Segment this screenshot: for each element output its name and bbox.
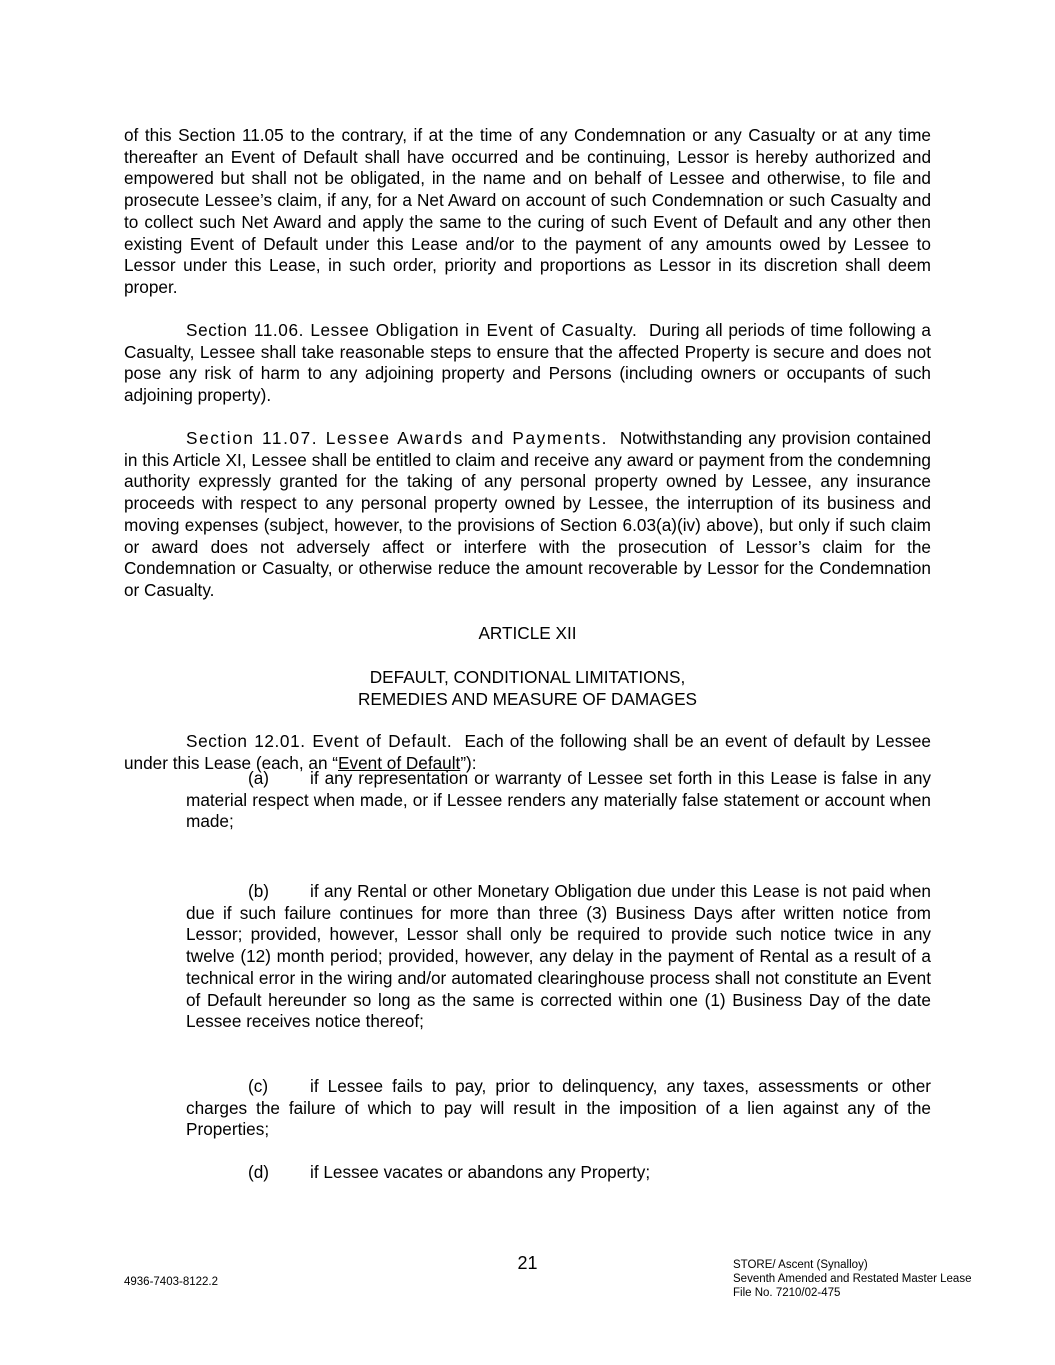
section-12-01-text: Each of the following shall be an event of default by Lessee under this Lease (each, an “ xyxy=(124,731,931,773)
section-11-07-text: Notwithstanding any provision contained in this Article XI, Lessee shall be entitled to claim and receive any award or payment from the condemning authority expressly granted for the taking of any personal property owned by Lessee, any insurance proceeds with respect to any personal property owned by Lessee, the interruption of its business and moving expenses (subject, however, to the provisions of Section 6.03(a)(iv) above), but only if such claim or award does not adversely affect or interfere with the prosecution of Lessor’s claim for the Condemnation or Casualty, or otherwise reduce the amount recoverable by Lessor for the Condemnation or Casualty. xyxy=(124,428,931,600)
list-item-text: if Lessee vacates or abandons any Property; xyxy=(310,1162,651,1182)
list-item xyxy=(186,768,931,833)
list-item-text: if Lessee fails to pay, prior to delinquency, any taxes, assessments or other charges the failure of which to pay will result in the imposition of a lien against any of the Properties; xyxy=(186,1076,931,1140)
list-item xyxy=(186,1076,931,1141)
list-item-text: if any representation or warranty of Lessee set forth in this Lease is false in any material respect when made, or if Lessee renders any materially false statement or account when made; xyxy=(186,768,931,832)
section-11-06-text: During all periods of time following a Casualty, Lessee shall take reasonable steps to ensure that the affected Property is secure and does not pose any risk of harm to any adjoining property and Persons (including owners or occupants of such adjoining property). xyxy=(124,320,931,406)
section-12-01-text-end: ”): xyxy=(460,752,477,773)
list-item xyxy=(186,1162,931,1184)
section-11-06-heading: Section 11.06. Lessee Obligation in Event of Casualty. xyxy=(186,320,638,340)
footer-line-1: STORE/ Ascent (Synalloy) xyxy=(733,1259,868,1271)
paragraph-continuation: of this Section 11.05 to the contrary, if at the time of any Condemnation or any Casualty or at any time thereafter an Event of Default shall have occurred and be continuing, Lessor is hereby authorized and empowered but shall not be obligated, in the name and on behalf of Lessee and otherwise, to file and prosecute Lessee’s claim, if any, for a Net Award on account of such Condemnation or such Casualty and to collect such Net Award and apply the same to the curing of such Event of Default and any other then existing Event of Default under this Lease and/or to the payment of any amounts owed by Lessee to Lessor under this Lease, in such order, priority and proportions as Lessor in its discretion shall deem proper. xyxy=(124,125,931,297)
section-11-06 xyxy=(124,320,931,407)
list-item-label: (a) xyxy=(248,768,270,788)
list-item-text: if any Rental or other Monetary Obligation due under this Lease is not paid when due if such failure continues for more than three (3) Business Days after written notice from Lessor; provided, however, Lessor shall only be required to provide such notice twice in any twelve (12) month period; provided, however, any delay in the payment of Rental as a result of a technical error in the wiring and/or automated clearinghouse process shall not constitute an Event of Default hereunder so long as the same is corrected within one (1) Business Day of the date Lessee receives notice thereof; xyxy=(186,881,931,1032)
footer-line-2: Seventh Amended and Restated Master Lease xyxy=(733,1273,972,1285)
article-subtitle xyxy=(124,667,931,710)
footer-line-3: File No. 7210/02-475 xyxy=(733,1287,841,1299)
footer-document-info xyxy=(733,1258,971,1300)
section-11-07 xyxy=(124,428,931,602)
article-title: ARTICLE XII xyxy=(478,623,577,643)
list-item-label: (d) xyxy=(248,1162,270,1182)
article-subtitle-line-2: REMEDIES AND MEASURE OF DAMAGES xyxy=(357,688,698,709)
section-12-01-heading: Section 12.01. Event of Default. xyxy=(186,731,453,751)
document-id: 4936-7403-8122.2 xyxy=(124,1276,218,1288)
list-item xyxy=(186,881,931,1033)
section-11-07-heading: Section 11.07. Lessee Awards and Payments. xyxy=(186,428,609,448)
page-number: 21 xyxy=(517,1253,538,1273)
list-item-label: (c) xyxy=(248,1076,269,1096)
list-item-label: (b) xyxy=(248,881,270,901)
defined-term-event-of-default: Event of Default xyxy=(338,752,461,773)
article-subtitle-line-1: DEFAULT, CONDITIONAL LIMITATIONS, xyxy=(369,667,686,687)
